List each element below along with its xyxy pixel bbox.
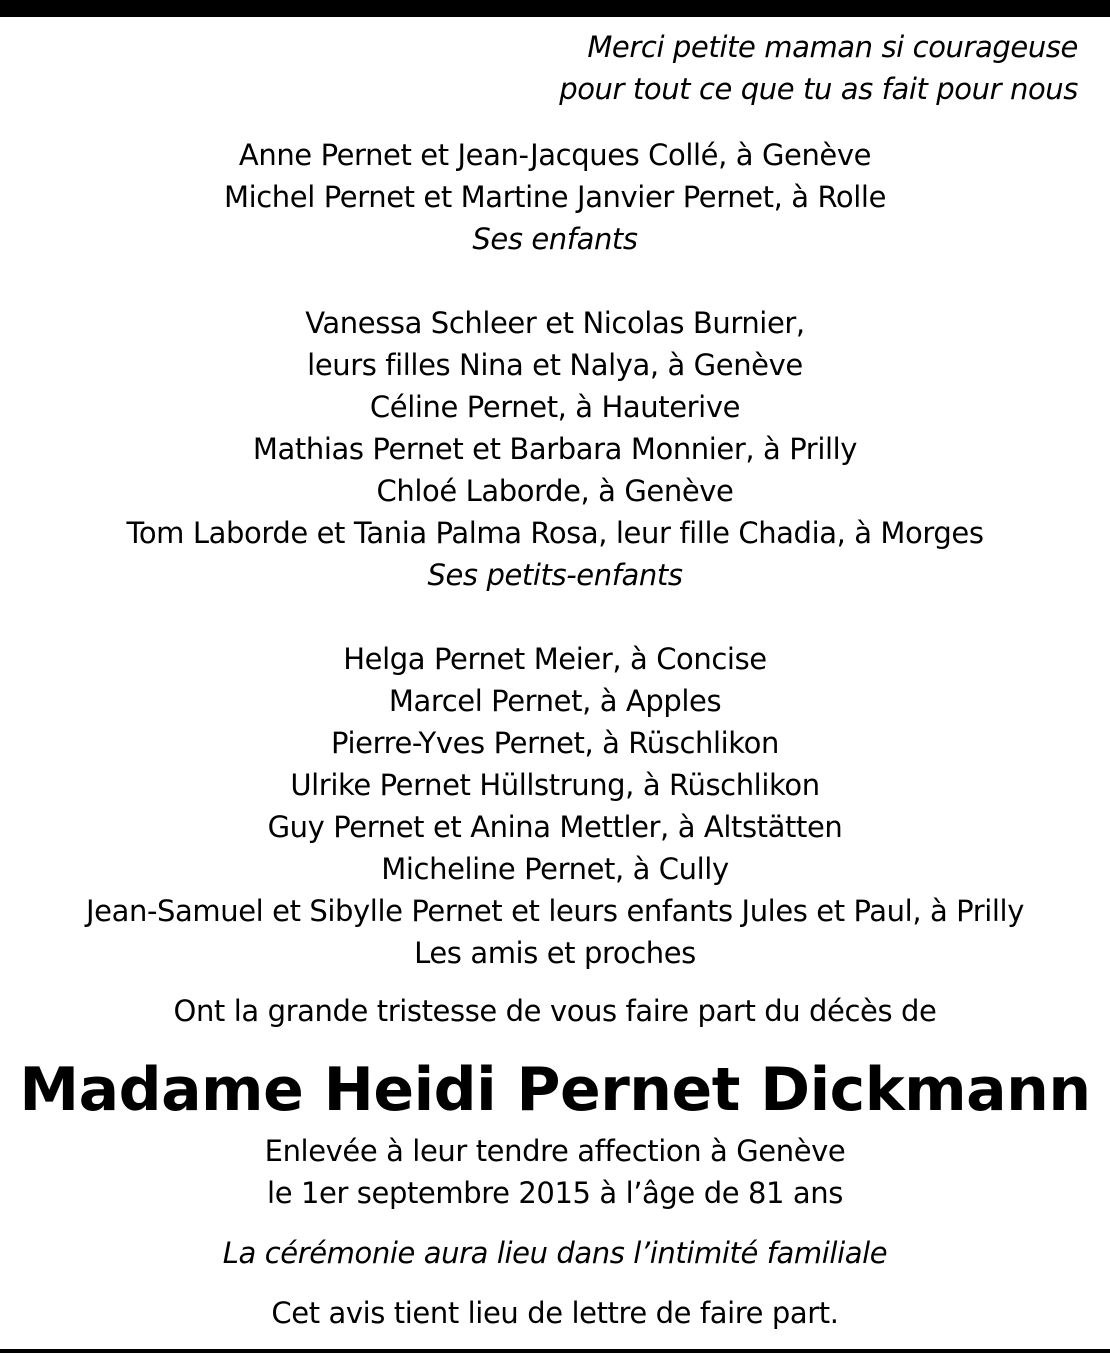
ceremony-text: La cérémonie aura lieu dans l’intimité familiale xyxy=(222,1236,888,1270)
section-caption: Ses petits-enfants xyxy=(427,558,683,592)
family-member-line: Helga Pernet Meier, à Concise xyxy=(343,642,767,676)
extended-family-section xyxy=(0,638,1110,974)
epigraph-line: pour tout ce que tu as fait pour nous xyxy=(559,72,1078,106)
death-details xyxy=(0,1130,1110,1214)
family-member-line: Tom Laborde et Tania Palma Rosa, leur fille Chadia, à Morges xyxy=(126,516,984,550)
family-member-line: leurs filles Nina et Nalya, à Genève xyxy=(307,348,803,382)
family-member-line: Les amis et proches xyxy=(414,936,696,970)
epigraph xyxy=(559,26,1078,110)
ceremony-note xyxy=(0,1232,1110,1274)
family-member-line: Chloé Laborde, à Genève xyxy=(376,474,734,508)
epigraph-line: Merci petite maman si courageuse xyxy=(587,30,1078,64)
death-details-line: Enlevée à leur tendre affection à Genève xyxy=(264,1134,846,1168)
announcement xyxy=(0,990,1110,1032)
family-member-line: Pierre-Yves Pernet, à Rüschlikon xyxy=(331,726,779,760)
family-member-line: Anne Pernet et Jean-Jacques Collé, à Genève xyxy=(238,138,872,172)
children-section xyxy=(0,134,1110,260)
family-member-line: Céline Pernet, à Hauterive xyxy=(369,390,741,424)
closing-note xyxy=(0,1292,1110,1334)
deceased-name: Madame Heidi Pernet Dickmann xyxy=(19,1055,1091,1125)
family-member-line: Jean-Samuel et Sibylle Pernet et leurs enfants Jules et Paul, à Prilly xyxy=(86,894,1024,928)
grandchildren-section xyxy=(0,302,1110,596)
family-member-line: Guy Pernet et Anina Mettler, à Altstätten xyxy=(267,810,843,844)
death-details-line: le 1er septembre 2015 à l’âge de 81 ans xyxy=(267,1176,843,1210)
family-member-line: Marcel Pernet, à Apples xyxy=(388,684,722,718)
bottom-border-rule xyxy=(0,1349,1110,1353)
family-member-line: Mathias Pernet et Barbara Monnier, à Prilly xyxy=(252,432,858,466)
family-member-line: Micheline Pernet, à Cully xyxy=(381,852,729,886)
closing-text: Cet avis tient lieu de lettre de faire part. xyxy=(271,1296,839,1330)
family-member-line: Ulrike Pernet Hüllstrung, à Rüschlikon xyxy=(290,768,820,802)
family-member-line: Michel Pernet et Martine Janvier Pernet, à Rolle xyxy=(223,180,887,214)
family-member-line: Vanessa Schleer et Nicolas Burnier, xyxy=(305,306,805,340)
announcement-text: Ont la grande tristesse de vous faire part du décès de xyxy=(173,994,937,1028)
section-caption: Ses enfants xyxy=(472,222,638,256)
top-border-rule xyxy=(0,0,1110,17)
